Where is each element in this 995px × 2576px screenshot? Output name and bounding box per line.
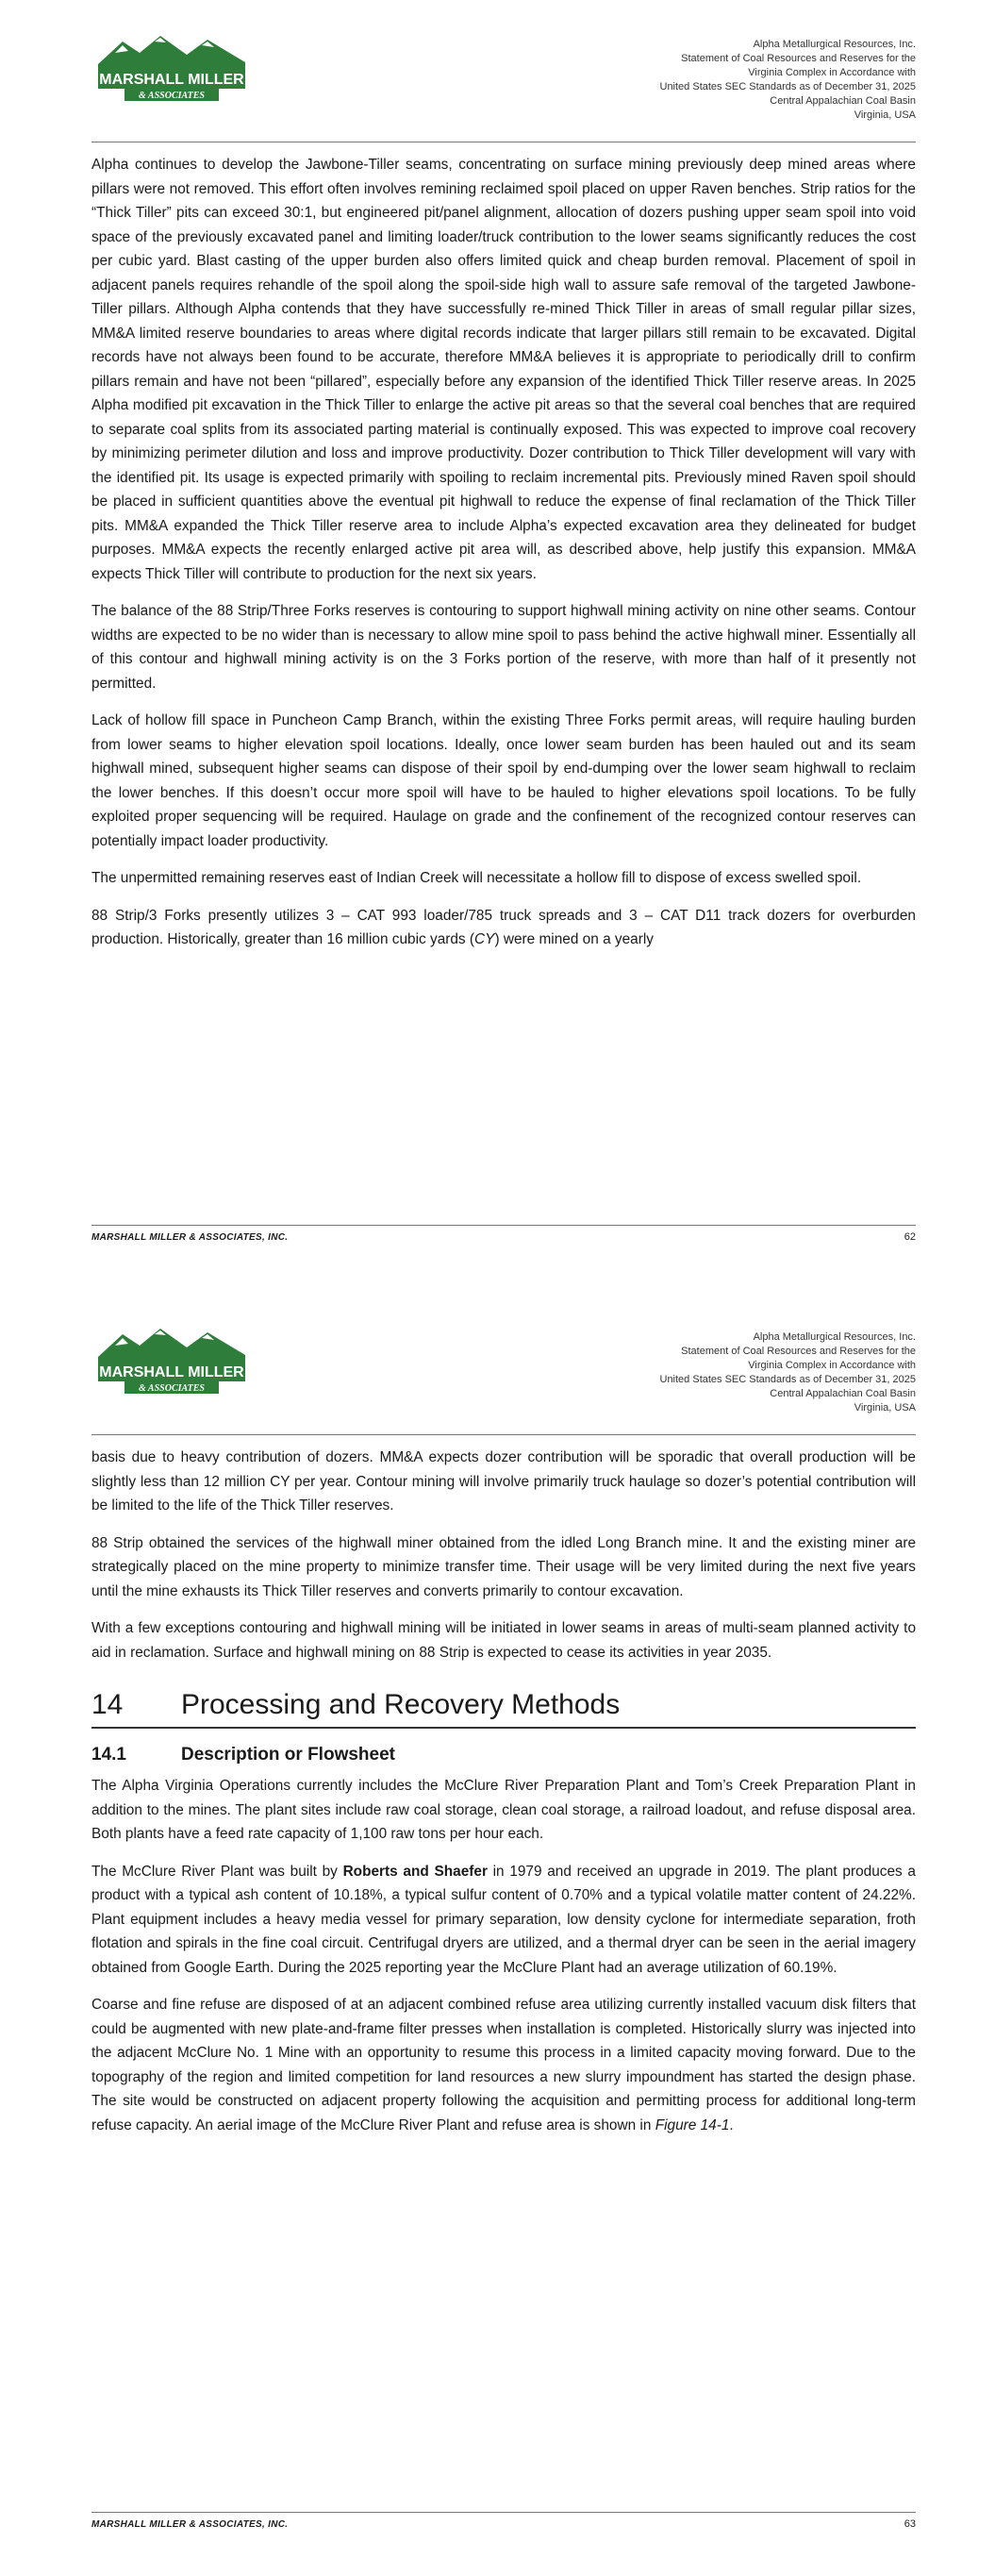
logo-text-top: MARSHALL MILLER [99, 1364, 244, 1380]
header-line: United States SEC Standards as of December 31, 2025 [659, 81, 916, 92]
paragraph-text: 88 Strip/3 Forks presently utilizes 3 – CAT 993 loader/785 truck spreads and 3 – CAT D11 track dozers for overburden production. Historically, greater than 16 million cubic yards ( [91, 907, 916, 947]
body-text [91, 1446, 916, 2150]
paragraph: With a few exceptions contouring and highwall mining will be initiated in lower seams in areas of multi-seam planned activity to aid in reclamation. Surface and highwall mining on 88 Strip is expected to cease its activities in year 2035. [91, 1620, 916, 1661]
logo-text-bottom: & ASSOCIATES [139, 1383, 205, 1394]
paragraph: basis due to heavy contribution of dozers. MM&A expects dozer contribution will be sporadic that overall production will be slightly less than 12 million CY per year. Contour mining will involve primarily truck haulage so dozer’s potential contribution will be limited to the life of the Thick Tiller reserves. [91, 1449, 916, 1514]
header-line: Statement of Coal Resources and Reserves for the [681, 53, 916, 64]
footer-divider [91, 1225, 916, 1226]
paragraph-text: . [729, 2116, 734, 2133]
header-line: Central Appalachian Coal Basin [770, 1388, 916, 1399]
logo-text-bottom: & ASSOCIATES [139, 91, 205, 101]
header-line: Alpha Metallurgical Resources, Inc. [753, 1331, 916, 1343]
header-line: Alpha Metallurgical Resources, Inc. [753, 39, 916, 50]
paragraph-text: Coarse and fine refuse are disposed of at an adjacent combined refuse area utilizing currently installed vacuum disk filters that could be augmented with new plate-and-frame filter presses when installation is completed. Historically slurry was injected into the adjacent McClure No. 1 Mine with an opportunity to resume this process in a limited capacity moving forward. Due to the topography of the region and limited competition for land resources a new slurry impoundment has started the design phase. The site would be constructed on adjacent property following the acquisition and permitting process for additional long-term refuse capacity. An aerial image of the McClure River Plant and refuse area is shown in [91, 1997, 916, 2133]
paragraph: Lack of hollow fill space in Puncheon Camp Branch, within the existing Three Forks permit areas, will require hauling burden from lower seams to higher elevation spoil locations. Ideally, once lower seam burden has been hauled out and its seam highwall mined, subsequent higher seams can dispose of their spoil by end-dumping over the lower seam highwall to reclaim the lower benches. If this doesn’t occur more spoil will have to be hauled to higher elevations spoil locations. To be fully exploited proper sequencing will be required. Haulage on grade and the confinement of the recognized contour reserves can potentially impact loader productivity. [91, 712, 916, 849]
paragraph [91, 904, 916, 952]
paragraph-text: in 1979 and received an upgrade in 2019. The plant produces a product with a typical ash content of 10.18%, a typical sulfur content of 0.70% and a typical volatile matter content of 24.22%. Plant equipment includes a heavy media vessel for primary separation, low density cyclone for intermediate separation, froth flotation and spirals in the fine coal circuit. Centrifugal dryers are utilized, and a thermal dryer can be seen in the aerial imagery obtained from Google Earth. During the 2025 reporting year the McClure Plant had an average utilization of 60.19%. [91, 1863, 916, 1976]
header-line: Virginia Complex in Accordance with [748, 1360, 916, 1371]
header-block [660, 1330, 917, 1415]
paragraph: The Alpha Virginia Operations currently includes the McClure River Preparation Plant and Tom’s Creek Preparation Plant in addition to the mines. The plant sites include raw coal storage, clean coal storage, a railroad loadout, and refuse disposal area. Both plants have a feed rate capacity of 1,100 raw tons per hour each. [91, 1778, 916, 1842]
paragraph [91, 1993, 916, 2137]
body-text [91, 153, 916, 965]
paragraph: The balance of the 88 Strip/Three Forks reserves is contouring to support highwall mining activity on nine other seams. Contour widths are expected to be no wider than is necessary to allow mine spoil to pass behind the active highwall miner. Essentially all of this contour and highwall mining activity is on the 3 Forks portion of the reserve, with more than half of it presently not permitted. [91, 603, 916, 692]
header-line: Virginia, USA [854, 109, 916, 121]
section-title: Processing and Recovery Methods [181, 1689, 621, 1720]
header-line: Central Appalachian Coal Basin [770, 95, 916, 107]
marshall-miller-logo [94, 30, 249, 108]
footer-company: MARSHALL MILLER & ASSOCIATES, INC. [91, 2519, 289, 2530]
page-63 [0, 1293, 995, 2576]
page-number: 62 [904, 1231, 916, 1243]
paragraph [91, 1860, 916, 1981]
subsection-number: 14.1 [91, 1745, 126, 1765]
header-line: Virginia Complex in Accordance with [748, 67, 916, 78]
figure-reference[interactable]: Figure 14-1 [655, 2116, 730, 2133]
footer-company: MARSHALL MILLER & ASSOCIATES, INC. [91, 1232, 289, 1243]
subsection-heading [91, 1742, 916, 1768]
page-number: 63 [904, 2518, 916, 2530]
section-heading [91, 1687, 916, 1729]
paragraph: The unpermitted remaining reserves east of Indian Creek will necessitate a hollow fill to dispose of excess swelled spoil. [91, 870, 862, 886]
paragraph-text: ) were mined on a yearly [494, 931, 654, 947]
header-divider [91, 1434, 916, 1435]
header-line: Virginia, USA [854, 1402, 916, 1413]
paragraph: Alpha continues to develop the Jawbone-Tiller seams, concentrating on surface mining previously deep mined areas where pillars were not removed. This effort often involves remining reclaimed spoil placed on upper Raven benches. Strip ratios for the “Thick Tiller” pits can exceed 30:1, but engineered pit/panel alignment, allocation of dozers pushing upper seam spoil into void space of the previously excavated panel and limiting loader/truck contribution to the lower seams significantly reduces the cost per cubic yard. Blast casting of the upper burden also offers limited quick and cheap burden removal. Placement of spoil in adjacent panels requires rehandle of the spoil along the spoil-side high wall to assure safe removal of the targeted Jawbone-Tiller pillars. Although Alpha contends that they have successfully re-mined Thick Tiller in areas of small regular pillar sizes, MM&A limited reserve boundaries to areas where digital records indicate that larger pillars still remain to be excavated. Digital records have not always been found to be accurate, therefore MM&A believes it is appropriate to periodically drill to confirm pillars remain and have not been “pillared”, especially before any expansion of the identified Thick Tiller reserve areas. In 2025 Alpha modified pit excavation in the Thick Tiller to enlarge the active pit areas so that the several coal benches that are required to separate coal splits from its associated parting material is continually exposed. This was expected to improve coal recovery by minimizing perimeter dilution and loss and improve productivity. Dozer contribution to Thick Tiller development will vary with the identified pit. Its usage is expected primarily with spoiling to reclaim incremental pits. Previously mined Raven spoil should be placed in sufficient quantities above the eventual pit highwall to reduce the expense of final reclamation of the Thick Tiller pits. MM&A expanded the Thick Tiller reserve area to include Alpha’s expected excavation area they delineated for budget purposes. MM&A expects the recently enlarged active pit area will, as described above, help justify this expansion. MM&A expects Thick Tiller will contribute to production for the next six years. [91, 157, 916, 582]
section-number: 14 [91, 1689, 124, 1720]
footer-divider [91, 2512, 916, 2513]
header-line: Statement of Coal Resources and Reserves for the [681, 1346, 916, 1357]
header-line: United States SEC Standards as of December 31, 2025 [659, 1374, 916, 1385]
header-block [660, 38, 917, 123]
paragraph-italic: CY [474, 931, 495, 947]
paragraph: 88 Strip obtained the services of the highwall miner obtained from the idled Long Branch mine. It and the existing miner are strategically placed on the mine property to minimize transfer time. Their usage will be very limited during the next five years until the mine exhausts its Thick Tiller reserves and converts primarily to contour excavation. [91, 1534, 916, 1599]
marshall-miller-logo [94, 1323, 249, 1400]
paragraph-text: The McClure River Plant was built by [91, 1863, 343, 1880]
paragraph-bold: Roberts and Shaefer [342, 1863, 488, 1880]
subsection-title: Description or Flowsheet [181, 1745, 395, 1765]
logo-text-top: MARSHALL MILLER [99, 72, 244, 88]
